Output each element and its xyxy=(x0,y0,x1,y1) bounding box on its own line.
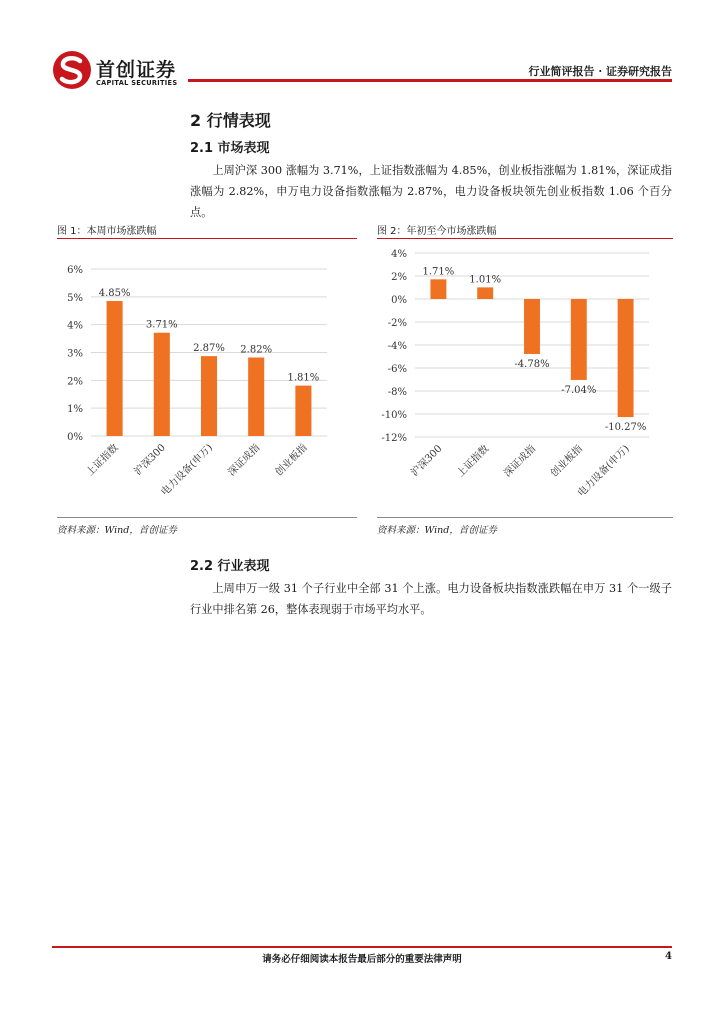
y-tick-label: -4% xyxy=(387,341,407,352)
y-tick-label: 0% xyxy=(391,295,407,306)
category-label: 沪深300 xyxy=(132,442,168,478)
y-tick-label: -12% xyxy=(381,433,407,444)
footer-disclaimer: 请务必仔细阅读本报告最后部分的重要法律声明 xyxy=(262,954,462,965)
category-label: 深证成指 xyxy=(502,443,539,480)
bar xyxy=(477,287,493,299)
page-number: 4 xyxy=(665,951,672,962)
y-tick-label: -2% xyxy=(387,318,407,329)
figure-2-title-rule xyxy=(377,238,673,239)
y-tick-label: 5% xyxy=(67,292,83,304)
data-label: 1.71% xyxy=(422,266,455,278)
figure-1-source: 资料来源：Wind，首创证券 xyxy=(57,525,177,536)
bar xyxy=(154,333,170,436)
bar xyxy=(430,279,446,299)
figure-1-title-rule xyxy=(57,238,357,239)
data-label: 1.01% xyxy=(469,274,502,286)
category-label: 创业板指 xyxy=(273,442,310,479)
y-tick-label: 3% xyxy=(67,348,83,360)
bar xyxy=(248,358,264,436)
footer-divider xyxy=(52,946,672,948)
y-tick-label: -8% xyxy=(387,387,407,398)
category-label: 深证成指 xyxy=(226,442,263,479)
y-tick-label: -6% xyxy=(387,364,407,375)
category-label: 创业板指 xyxy=(548,443,585,480)
data-label: 2.87% xyxy=(193,343,225,355)
y-tick-label: 2% xyxy=(391,272,407,283)
category-label: 电力设备(申万) xyxy=(575,443,632,500)
subsection-heading-industry: 2.2 行业表现 xyxy=(190,559,270,574)
data-label: 4.85% xyxy=(98,288,131,300)
logo-english-text: CAPITAL SECURITIES xyxy=(96,79,178,87)
bar xyxy=(571,299,587,380)
data-label: 3.71% xyxy=(145,319,178,331)
bar xyxy=(201,356,217,436)
category-label: 沪深300 xyxy=(409,443,445,479)
bar xyxy=(295,386,311,436)
category-label: 上证指数 xyxy=(455,443,492,480)
figure-1-title: 图 1：本周市场涨跌幅 xyxy=(57,226,157,237)
bar xyxy=(618,299,634,417)
subsection-heading-market: 2.1 市场表现 xyxy=(190,141,270,156)
figure-2-title: 图 2：年初至今市场涨跌幅 xyxy=(377,226,497,237)
logo-text: 首创证券 xyxy=(96,59,177,81)
y-tick-label: 2% xyxy=(67,376,83,388)
bar xyxy=(524,299,540,354)
y-tick-label: -10% xyxy=(381,410,407,421)
category-label: 上证指数 xyxy=(84,442,121,479)
y-tick-label: 0% xyxy=(67,432,83,443)
data-label: -4.78% xyxy=(514,358,550,370)
market-paragraph: 上周沪深 300 涨幅为 3.71%，上证指数涨幅为 4.85%，创业板指涨幅为 1.81%，深证成指涨幅为 2.82%，申万电力设备指数涨幅为 2.87%，电力设备板块领先创业板指数 1.06 个百分点。 xyxy=(190,164,672,219)
category-label: 电力设备(申万) xyxy=(159,442,216,499)
data-label: -7.04% xyxy=(561,384,597,396)
report-type: 行业简评报告 · 证券研究报告 xyxy=(528,65,672,78)
weekly-market-change-chart xyxy=(57,240,357,517)
bar xyxy=(107,301,123,436)
y-tick-label: 4% xyxy=(391,249,407,260)
logo-icon xyxy=(52,50,92,90)
header-divider xyxy=(188,79,672,82)
data-label: 2.82% xyxy=(240,344,273,356)
figure-1-source-rule xyxy=(57,517,357,518)
y-tick-label: 6% xyxy=(67,265,83,276)
figure-2-source-rule xyxy=(377,517,673,518)
data-label: 1.81% xyxy=(287,372,320,384)
y-tick-label: 4% xyxy=(67,320,83,332)
section-heading: 2 行情表现 xyxy=(190,111,271,130)
data-label: -10.27% xyxy=(604,422,647,434)
y-tick-label: 1% xyxy=(67,404,83,416)
figure-2-source: 资料来源：Wind，首创证券 xyxy=(377,525,497,536)
ytd-market-change-chart xyxy=(377,240,673,517)
industry-paragraph: 上周申万一级 31 个子行业中全部 31 个上涨。电力设备板块指数涨跌幅在申万 31 个一级子行业中排名第 26，整体表现弱于市场平均水平。 xyxy=(190,582,672,616)
